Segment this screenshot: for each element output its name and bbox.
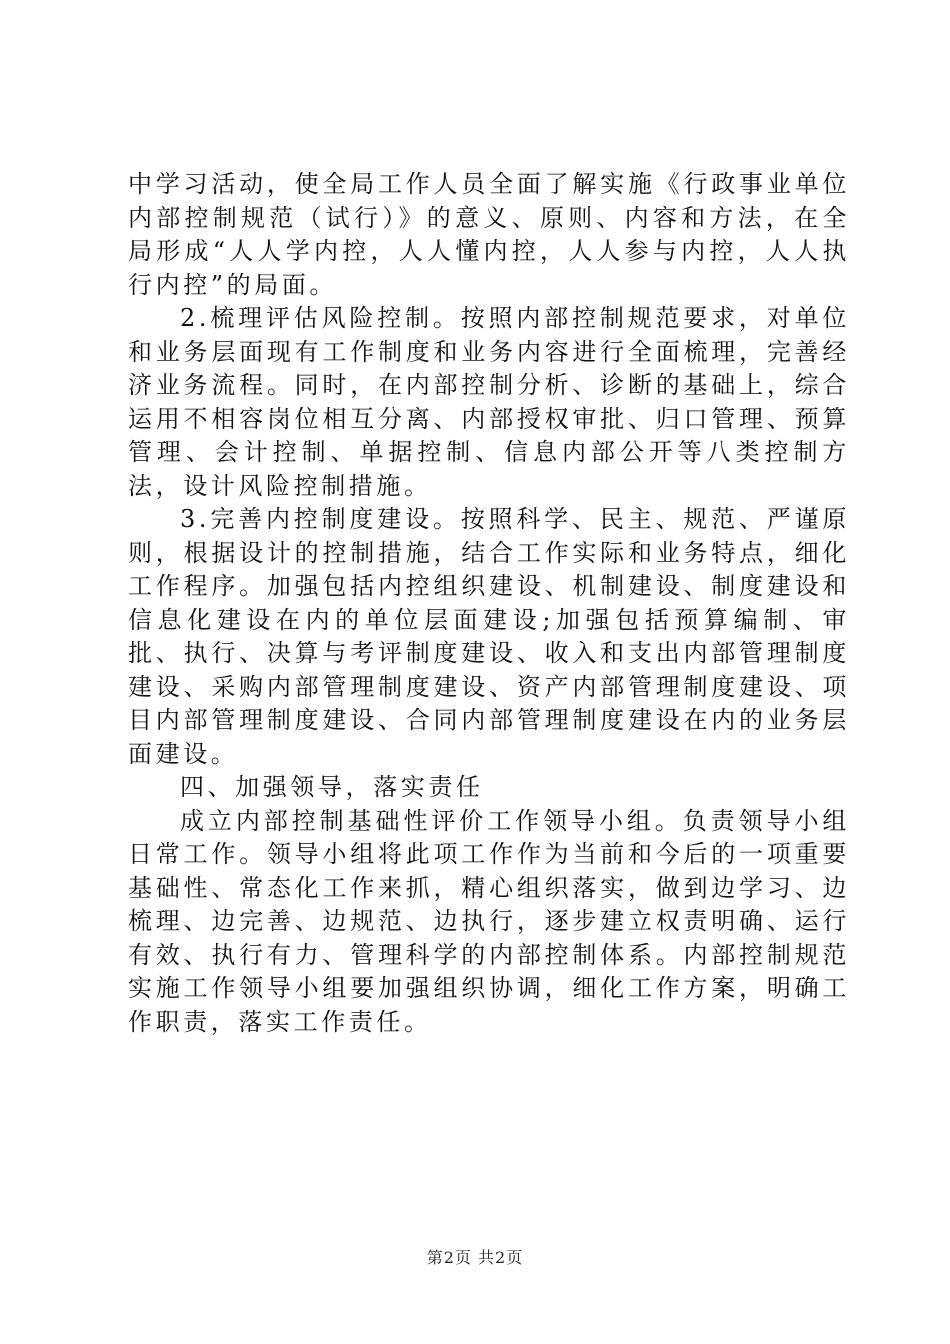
paragraph-continuation: 中学习活动，使全局工作人员全面了解实施《行政事业单位内部控制规范（试行）》的意义、原则、内容和方法，在全局形成“人人学内控，人人懂内控，人人参与内控，人人执行内控”的局面。 <box>128 170 850 299</box>
section-heading-leadership: 四、加强领导，落实责任 <box>180 773 484 801</box>
paragraph-leadership-group: 成立内部控制基础性评价工作领导小组。负责领导小组日常工作。领导小组将此项工作作为当前和今后的一项重要基础性、常态化工作来抓，精心组织落实，做到边学习、边梳理、边完善、边规范、边执行，逐步建立权责明确、运行有效、执行有力、管理科学的内部控制体系。内部控制规范实施工作领导小组要加强组织协调，细化工作方案，明确工作职责，落实工作责任。 <box>128 806 850 1036</box>
page-footer: 第2页 共2页 <box>426 1248 524 1267</box>
document-body <box>128 168 850 1039</box>
paragraph-system-building: 3.完善内控制度建设。按照科学、民主、规范、严谨原则，根据设计的控制措施，结合工作实际和业务特点，细化工作程序。加强包括内控组织建设、机制建设、制度建设和信息化建设在内的单位层面建设;加强包括预算编制、审批、执行、决算与考评制度建设、收入和支出内部管理制度建设、采购内部管理制度建设、资产内部管理制度建设、项目内部管理制度建设、合同内部管理制度建设在内的业务层面建设。 <box>128 505 850 768</box>
paragraph-risk-control: 2.梳理评估风险控制。按照内部控制规范要求，对单位和业务层面现有工作制度和业务内容进行全面梳理，完善经济业务流程。同时，在内部控制分析、诊断的基础上，综合运用不相容岗位相互分离、内部授权审批、归口管理、预算管理、会计控制、单据控制、信息内部公开等八类控制方法，设计风险控制措施。 <box>128 304 850 500</box>
